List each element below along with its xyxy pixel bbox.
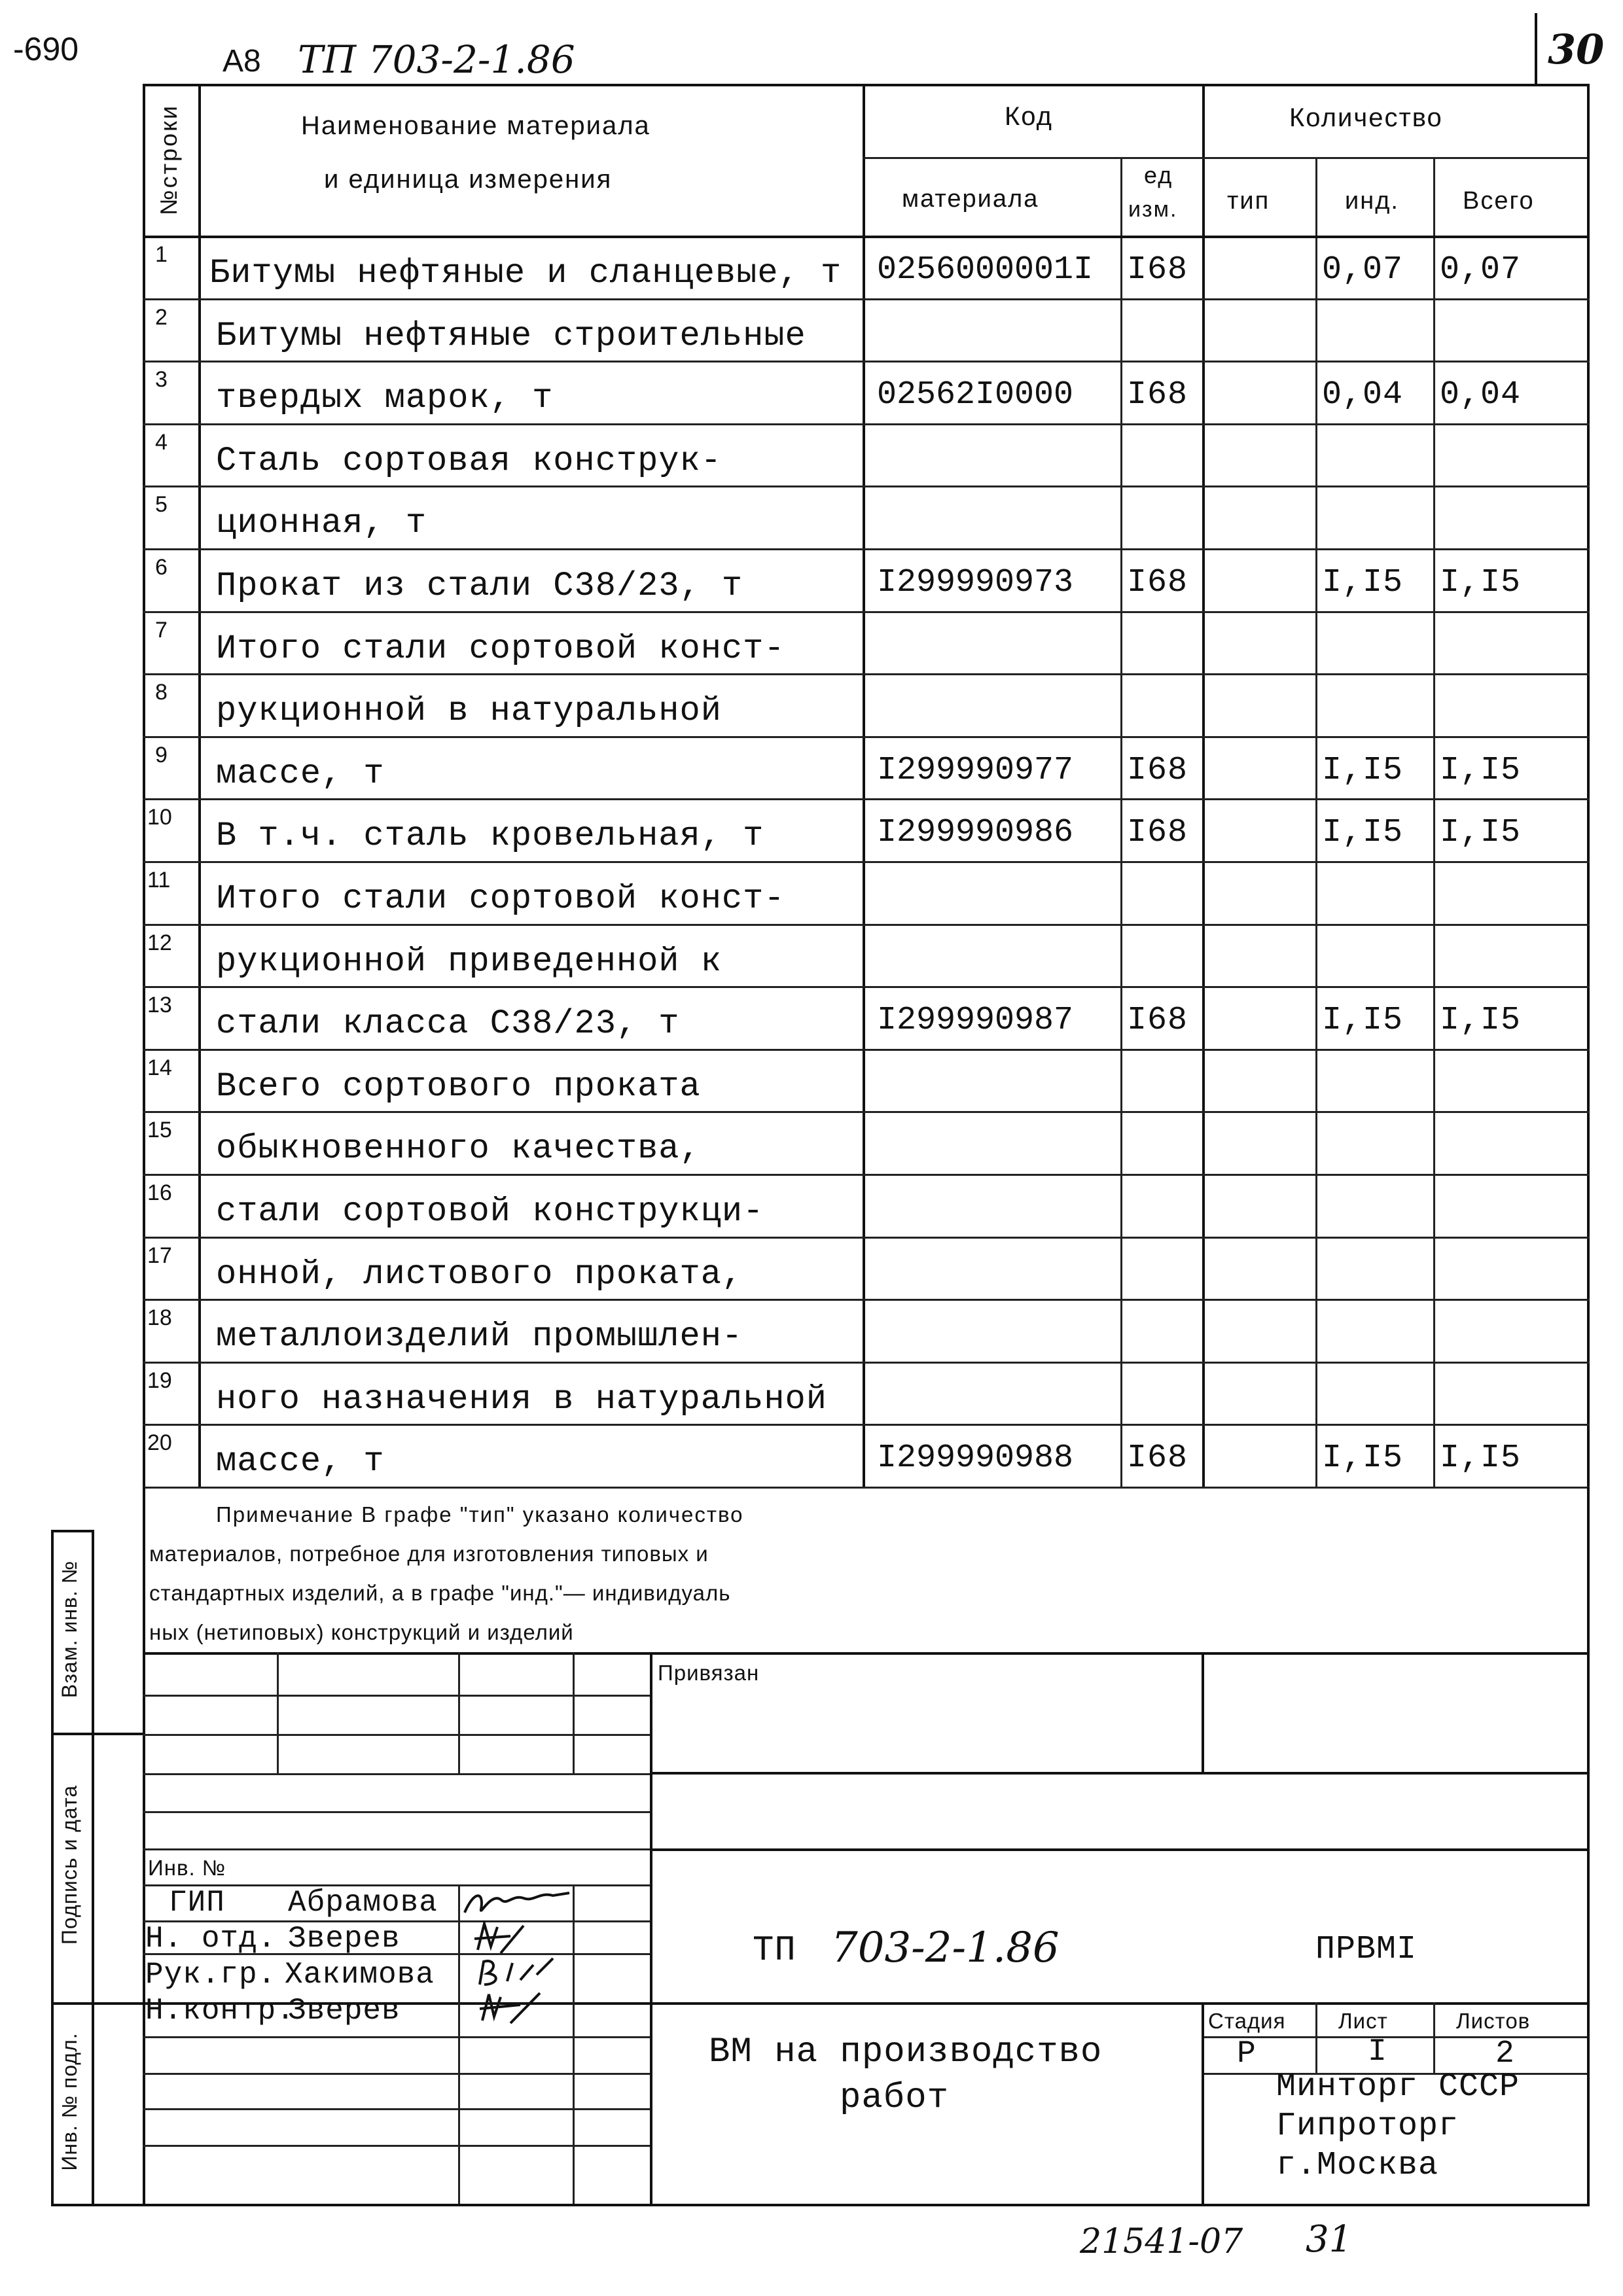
page-number: 30 [1548, 26, 1605, 73]
stage-value: Р [1237, 2036, 1257, 2072]
material-name: стали сортовой конструкци- [216, 1192, 764, 1231]
qty-total: I,I5 [1440, 752, 1522, 789]
unit-code: I68 [1127, 1002, 1188, 1039]
header-code: Код [1005, 102, 1054, 131]
material-name: металлоизделий промышлен- [216, 1317, 743, 1356]
unit-code: I68 [1127, 564, 1188, 601]
header-quantity: Количество [1289, 103, 1443, 132]
person-dept-head: Зверев [288, 1922, 401, 1956]
header-code-unit-1: ед [1144, 162, 1173, 188]
qty-individual: I,I5 [1322, 1002, 1404, 1039]
row-number: 5 [155, 492, 168, 517]
sheets-total-label: Листов [1456, 2009, 1531, 2033]
material-name: В т.ч. сталь кровельная, т [216, 817, 764, 855]
archive-number: 31 [1306, 2218, 1353, 2261]
signature-zverev-2 [474, 1989, 560, 2025]
role-gip: ГИП [169, 1886, 225, 1920]
qty-total: I,I5 [1440, 1439, 1522, 1477]
row-number: 10 [147, 805, 172, 830]
material-name: Итого стали сортовой конст- [216, 879, 785, 918]
org-institute: Гипроторг [1276, 2108, 1459, 2145]
row-number: 8 [155, 680, 168, 705]
material-name: онной, листового проката, [216, 1255, 743, 1294]
sheets-total-value: 2 [1495, 2036, 1515, 2072]
material-name: массе, т [216, 754, 385, 793]
sheet-format: А8 [223, 44, 261, 79]
qty-total: I,I5 [1440, 814, 1522, 851]
row-number: 6 [155, 555, 168, 580]
unit-code: I68 [1127, 1439, 1188, 1477]
material-code: I299990973 [877, 564, 1074, 601]
material-name: ционная, т [216, 504, 427, 542]
person-gip: Абрамова [288, 1886, 438, 1920]
material-name: рукционной в натуральной [216, 692, 722, 730]
row-number: 9 [155, 743, 168, 768]
corner-number: -690 [13, 31, 79, 67]
sheet-value: I [1368, 2034, 1387, 2070]
sheet-label: Лист [1338, 2009, 1388, 2033]
material-name: рукционной приведенной к [216, 942, 722, 981]
row-number: 1 [155, 242, 168, 267]
linked-label: Привязан [658, 1661, 760, 1685]
material-code: I299990988 [877, 1439, 1074, 1477]
material-name: Прокат из стали С38/23, т [216, 567, 743, 605]
header-code-unit-2: изм. [1128, 197, 1178, 222]
qty-total: I,I5 [1440, 564, 1522, 601]
header-row-number: №строки [155, 104, 182, 216]
row-number: 4 [155, 430, 168, 455]
material-code: I299990987 [877, 1002, 1074, 1039]
side-label-replacement: Взам. инв. № [58, 1560, 81, 1699]
row-number: 11 [147, 868, 171, 892]
unit-code: I68 [1127, 376, 1188, 414]
header-qty-individual: инд. [1345, 187, 1399, 215]
material-name: массе, т [216, 1442, 385, 1481]
archive-code: 21541-07 [1080, 2222, 1243, 2261]
signature-khakimova [474, 1955, 566, 1991]
material-name: Сталь сортовая конструк- [216, 442, 722, 480]
header-qty-type: тип [1227, 187, 1270, 215]
side-label-inventory-original: Инв. № подл. [58, 2032, 81, 2171]
doc-code-prefix: ТП [753, 1931, 796, 1971]
role-norm-control: Н.контр. [145, 1994, 295, 2028]
person-norm-control: Зверев [288, 1994, 401, 2028]
unit-code: I68 [1127, 814, 1188, 851]
header-qty-total: Всего [1463, 187, 1535, 215]
material-code: 02562I0000 [877, 376, 1074, 414]
qty-individual: 0,04 [1322, 376, 1404, 414]
material-name: Итого стали сортовой конст- [216, 629, 785, 668]
row-number: 3 [155, 367, 168, 392]
qty-individual: I,I5 [1322, 1439, 1404, 1477]
qty-total: 0,04 [1440, 376, 1522, 414]
header-material-name: Наименование материала [301, 111, 651, 140]
qty-individual: I,I5 [1322, 752, 1404, 789]
material-code: I299990986 [877, 814, 1074, 851]
note-line-2: материалов, потребное для изготовления типовых и [149, 1542, 709, 1566]
qty-individual: I,I5 [1322, 814, 1404, 851]
material-name: Всего сортового проката [216, 1067, 701, 1106]
unit-code: I68 [1127, 752, 1188, 789]
material-name: обыкновенного качества, [216, 1129, 701, 1168]
material-code: I299990977 [877, 752, 1074, 789]
side-label-signature-date: Подпись и дата [58, 1784, 81, 1945]
note-line-3: стандартных изделий, а в графе "инд."— индивидуаль [149, 1581, 731, 1605]
note-line-4: ных (нетиповых) конструкций и изделий [149, 1620, 574, 1644]
signature-abramova [461, 1886, 573, 1920]
doc-title-line-1: ВМ на производство [709, 2032, 1103, 2072]
stage-label: Стадия [1208, 2009, 1286, 2033]
doc-title-line-2: работ [840, 2078, 950, 2118]
header-unit-name: и единица измерения [324, 165, 613, 194]
org-city: г.Москва [1276, 2147, 1439, 2184]
row-number: 13 [147, 993, 172, 1017]
header-code-material: материала [902, 185, 1039, 213]
row-number: 17 [147, 1243, 172, 1268]
material-name: стали класса С38/23, т [216, 1004, 680, 1043]
row-number: 19 [147, 1368, 172, 1393]
material-name: Битумы нефтяные строительные [216, 317, 806, 355]
signature-zverev-1 [471, 1920, 543, 1956]
qty-individual: 0,07 [1322, 251, 1404, 289]
row-number: 2 [155, 305, 168, 330]
doc-reference: ТП 703-2-1.86 [298, 37, 575, 82]
row-number: 18 [147, 1305, 172, 1330]
material-name: ного назначения в натуральной [216, 1380, 827, 1419]
page-number-divider [1535, 13, 1537, 85]
inventory-label: Инв. № [148, 1856, 226, 1880]
unit-code: I68 [1127, 251, 1188, 289]
object-code: ПРВМI [1315, 1931, 1418, 1968]
row-number: 14 [147, 1055, 172, 1080]
role-dept-head: Н. отд. [145, 1922, 277, 1956]
qty-total: I,I5 [1440, 1002, 1522, 1039]
doc-code: 703-2-1.86 [831, 1924, 1060, 1972]
qty-total: 0,07 [1440, 251, 1522, 289]
person-group-lead: Хакимова [285, 1958, 435, 1992]
row-number: 7 [155, 618, 168, 643]
row-number: 16 [147, 1180, 172, 1205]
role-group-lead: Рук.гр. [145, 1958, 277, 1992]
row-number: 15 [147, 1118, 172, 1142]
row-number: 12 [147, 930, 172, 955]
material-code: 0256000001I [877, 251, 1094, 289]
material-name: твердых марок, т [216, 379, 554, 417]
qty-individual: I,I5 [1322, 564, 1404, 601]
note-line-1: Примечание В графе "тип" указано количество [216, 1502, 744, 1527]
row-number: 20 [147, 1430, 172, 1455]
material-name: Битумы нефтяные и сланцевые, т [209, 254, 842, 292]
org-ministry: Минторг СССР [1276, 2068, 1520, 2106]
